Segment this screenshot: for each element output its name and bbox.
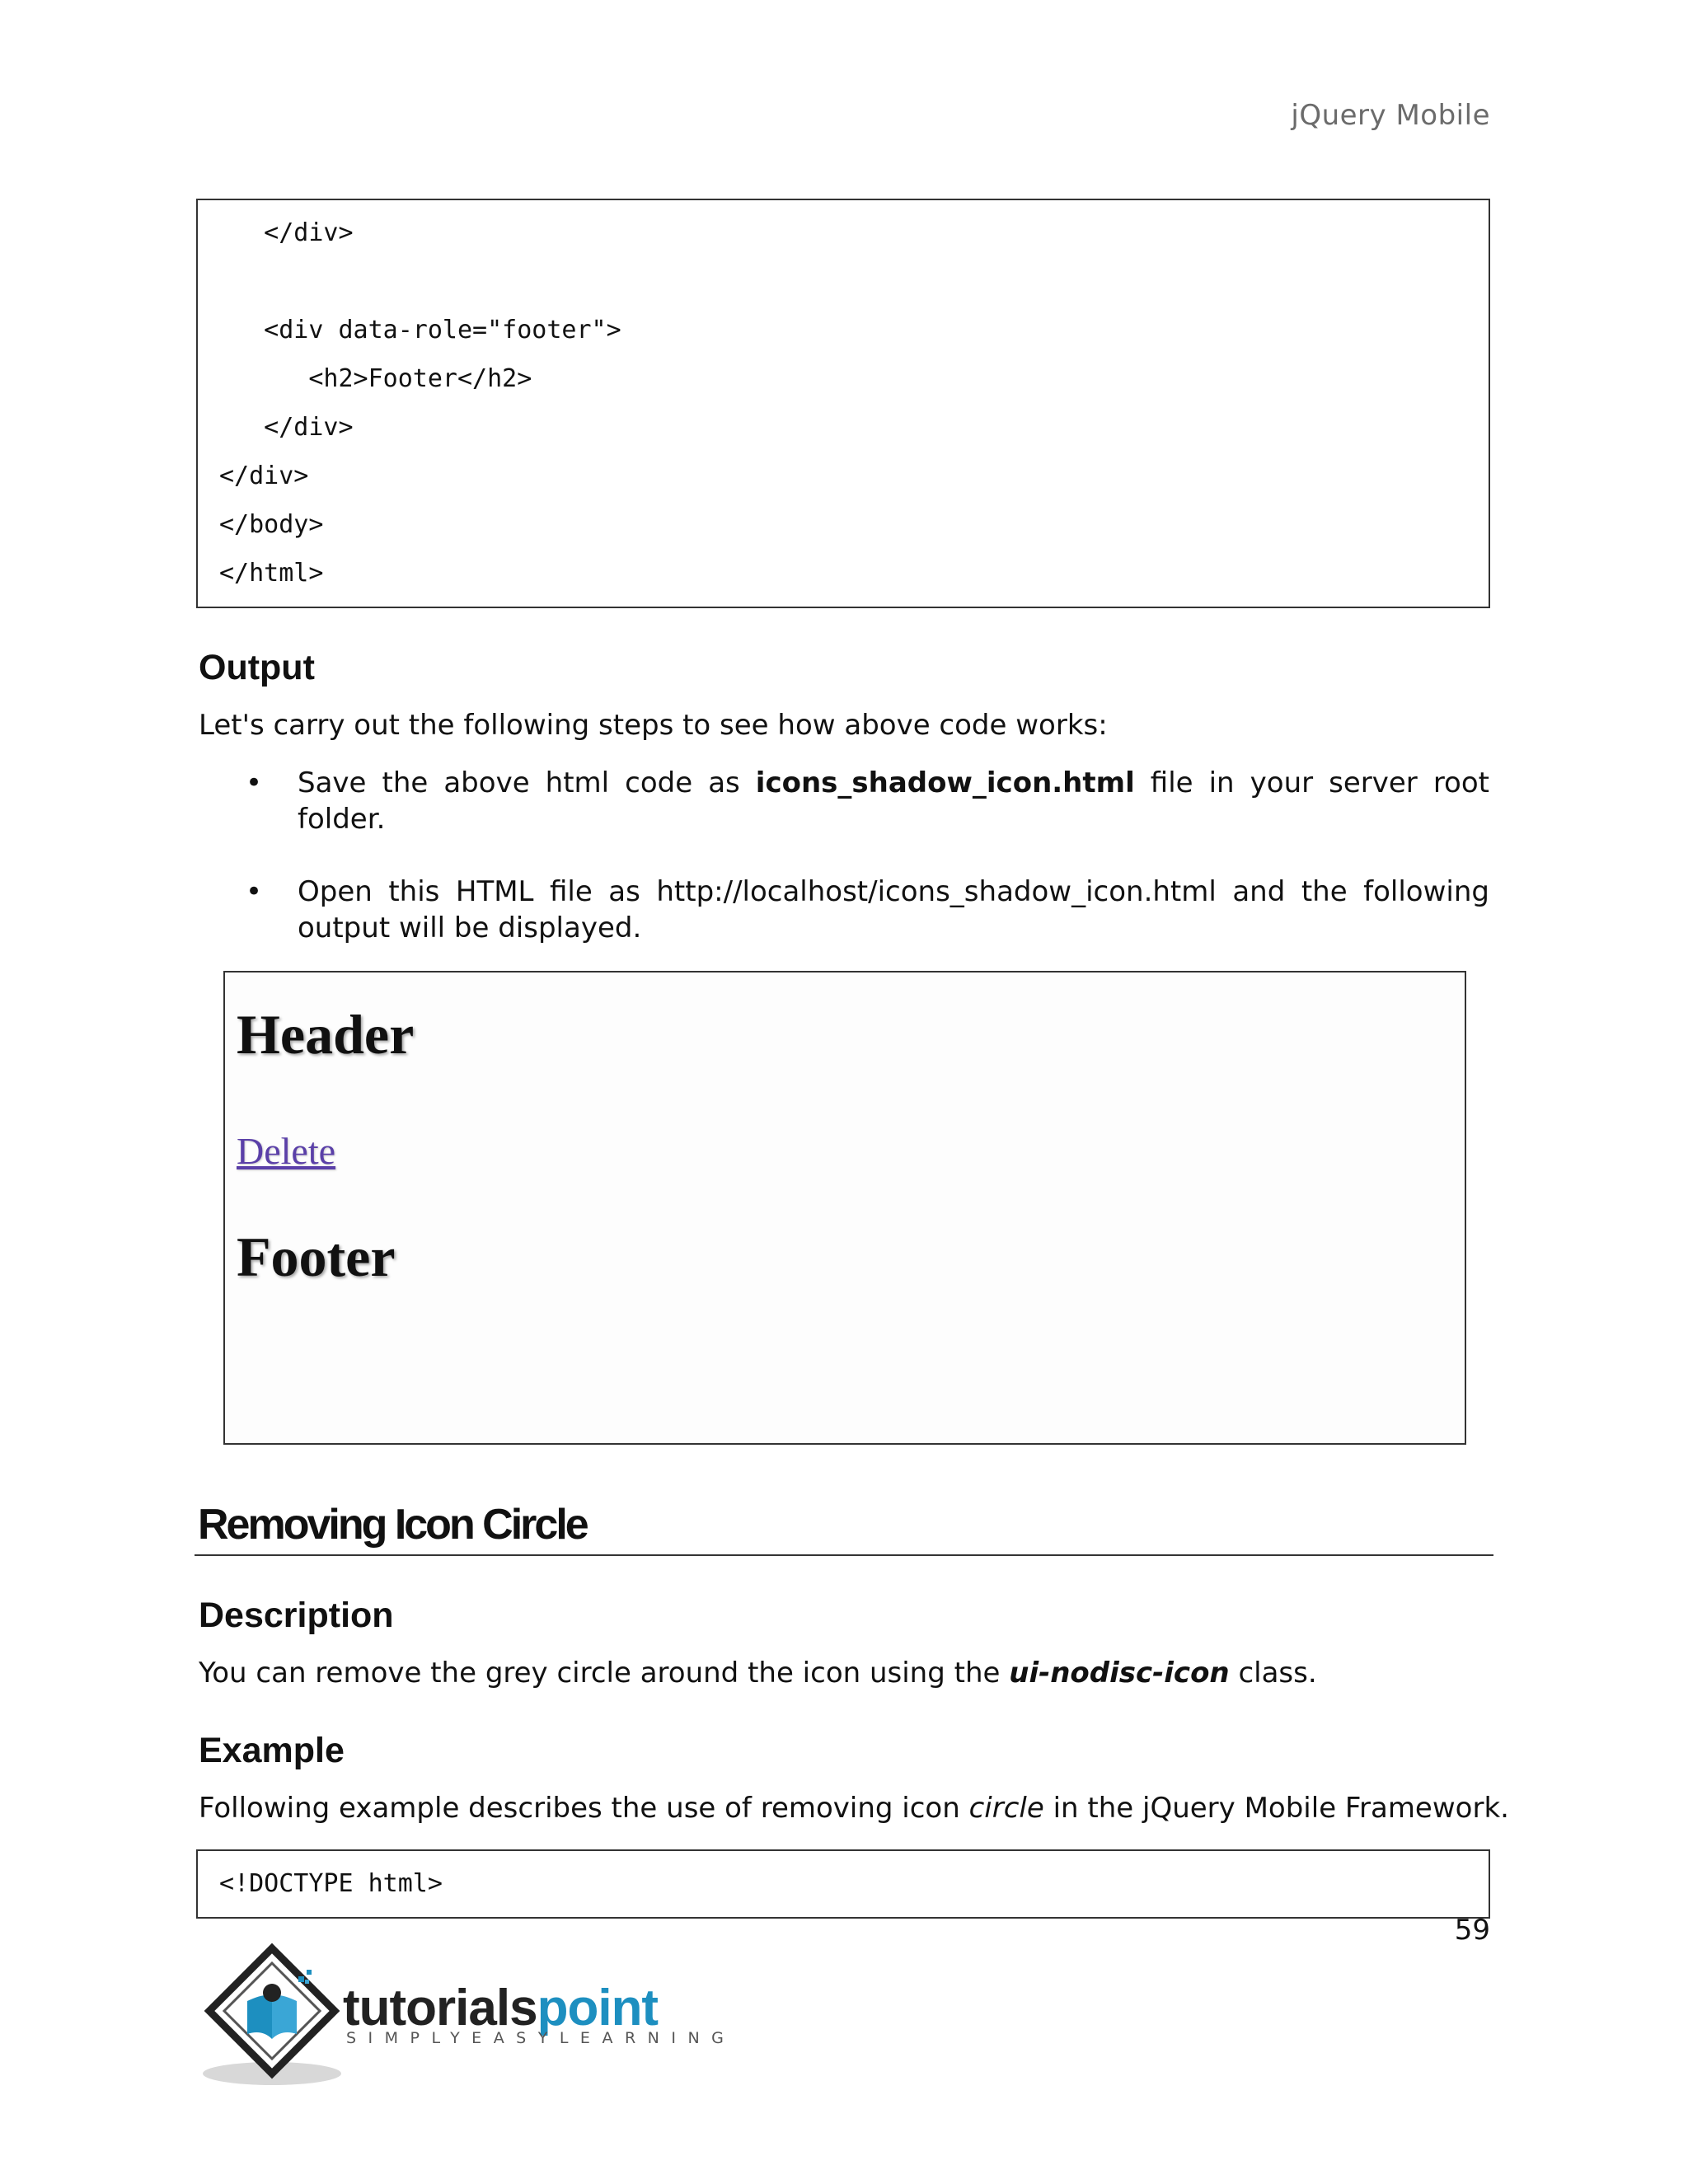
code-block: [196, 1849, 1490, 1919]
section-title: Removing Icon Circle: [198, 1501, 587, 1549]
tutorialspoint-logo: [196, 1942, 736, 2090]
code-line: </div>: [219, 218, 354, 247]
page-number: 59: [1454, 1914, 1490, 1947]
output-heading: Output: [199, 648, 315, 687]
logo-tagline: SIMPLYEASYLEARNING: [346, 2029, 736, 2047]
logo-emblem-icon: [196, 1942, 345, 2090]
code-line: <h2>Footer</h2>: [219, 364, 532, 393]
filename-bold: icons_shadow_icon.html: [755, 766, 1135, 799]
code-line: <!DOCTYPE html>: [219, 1869, 443, 1898]
bullet-text-line: Open this HTML file as http://localhost/icons_shadow_icon.html and the following: [298, 875, 1489, 908]
description-text-after: class.: [1229, 1657, 1317, 1690]
example-italic: circle: [968, 1792, 1044, 1825]
code-line: </html>: [219, 559, 324, 588]
code-line: </body>: [219, 510, 324, 539]
description-text-before: You can remove the grey circle around the icon using the: [199, 1657, 1010, 1690]
running-header: jQuery Mobile: [1291, 99, 1490, 132]
class-name: ui-nodisc-icon: [1009, 1657, 1230, 1690]
example-text-after: in the jQuery Mobile Framework.: [1043, 1792, 1509, 1825]
output-footer-text: Footer: [237, 1226, 396, 1288]
bullet-icon: •: [246, 875, 263, 908]
logo-word-2: point: [537, 1980, 659, 2036]
delete-link[interactable]: Delete: [237, 1130, 336, 1172]
section-divider: [195, 1554, 1493, 1556]
code-block: [196, 199, 1490, 608]
bullet-text-after: file in your server root: [1134, 766, 1489, 799]
bullet-text-before: Save the above html code as: [298, 766, 756, 799]
code-line: <div data-role="footer">: [219, 316, 621, 344]
bullet-item: [298, 765, 1489, 837]
example-heading: Example: [199, 1731, 345, 1770]
output-header-text: Header: [237, 1003, 415, 1066]
description-heading: Description: [199, 1596, 394, 1635]
code-line: </div>: [219, 462, 309, 490]
logo-word-1: tutorials: [343, 1980, 537, 2036]
output-screenshot: [223, 971, 1466, 1445]
example-text-before: Following example describes the use of removing icon: [199, 1792, 969, 1825]
output-intro: Let's carry out the following steps to see how above code works:: [199, 709, 1108, 742]
description-text: [199, 1657, 1317, 1690]
example-text: [199, 1792, 1509, 1825]
bullet-text-continuation: output will be displayed.: [298, 912, 642, 944]
logo-wordmark: [343, 1980, 659, 2036]
bullet-item: [298, 874, 1489, 946]
bullet-text-continuation: folder.: [298, 803, 386, 836]
bullet-icon: •: [246, 766, 263, 799]
code-line: </div>: [219, 413, 354, 442]
